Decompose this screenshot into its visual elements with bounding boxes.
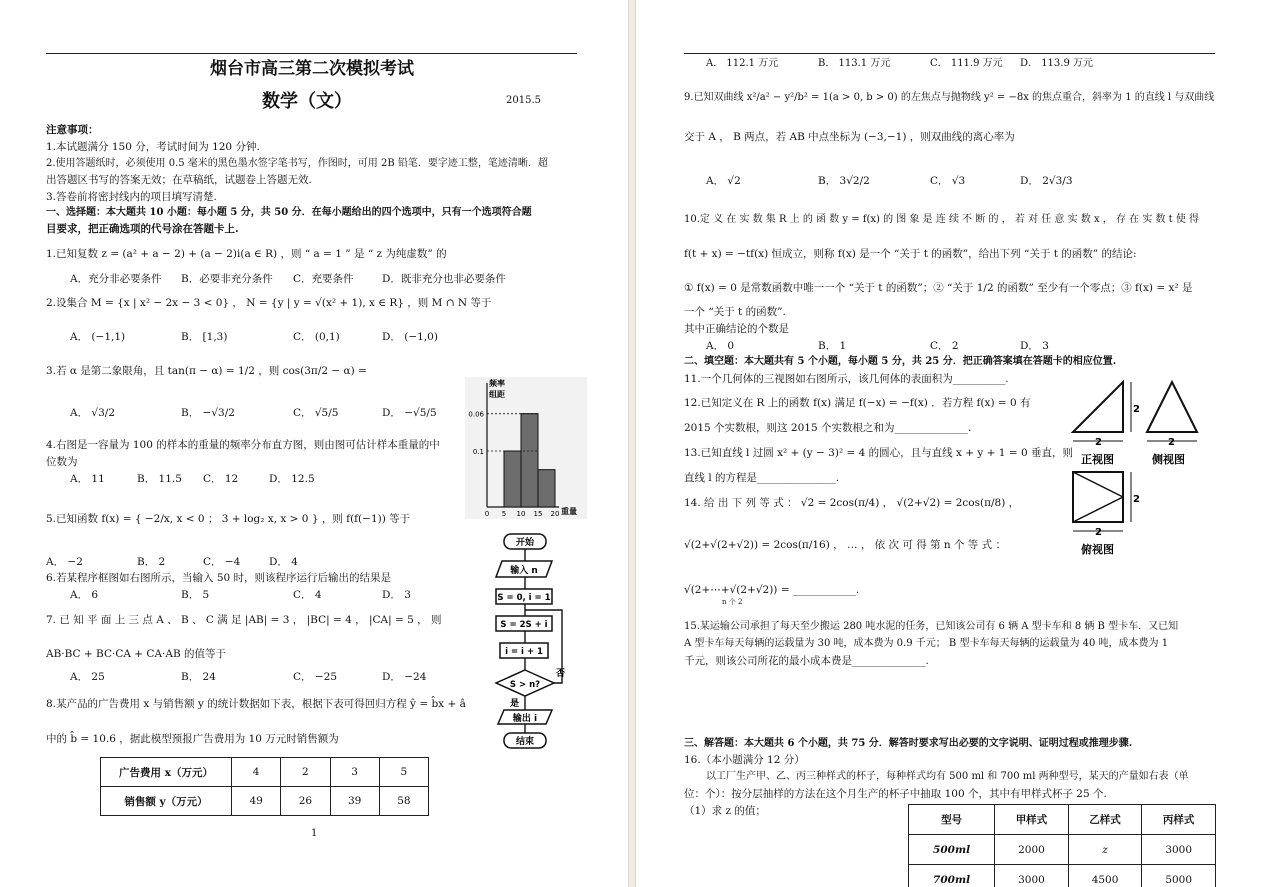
q10-opt-b: B． 1 — [818, 340, 847, 352]
flow-condition-label: S > n? — [509, 680, 541, 690]
top-height-label: 2 — [1133, 494, 1140, 505]
q7-opt-a: A． 25 — [70, 671, 105, 683]
table-cell: 2 — [281, 758, 330, 787]
histogram-bar — [538, 470, 555, 507]
q10-text-4: 一个 “关于 t 的函数”. — [684, 306, 786, 318]
x-label: 重量 — [561, 507, 577, 516]
top-width-label: 2 — [1095, 527, 1102, 538]
q9-opt-c: C． √3 — [930, 175, 966, 187]
notice-1: 1.本试题满分 150 分，考试时间为 120 分钟. — [46, 141, 260, 153]
table-cell: 4 — [232, 758, 281, 787]
q4-opt-a: A． 11 — [70, 473, 105, 485]
q5-opt-a: A． −2 — [46, 556, 83, 568]
front-view-label: 正视图 — [1081, 453, 1114, 466]
q6-text: 6.若某程序框图如右图所示，当输入 50 时，则该程序运行后输出的结果是 — [46, 572, 392, 584]
q2-opt-b: B． [1,3) — [181, 331, 228, 343]
x-tick-label: 15 — [533, 510, 543, 518]
q4-text: 4.右图是一容量为 100 的样本的重量的频率分布直方图，则由图可估计样本重量的中 — [46, 439, 440, 451]
flow-input-label: 输入 n — [510, 566, 538, 576]
q2-opt-a: A． (−1,1) — [70, 331, 126, 343]
q14-subscript: n 个 2 — [722, 598, 743, 606]
flow-step2-label: i = i + 1 — [505, 647, 543, 657]
x-tick-label: 0 — [484, 510, 490, 518]
top-rule — [46, 53, 577, 54]
exam-subtitle: 数学（文） — [262, 91, 352, 112]
q3-opt-a: A． √3/2 — [70, 407, 116, 419]
table-cell: 3 — [330, 758, 379, 787]
table-header: 甲样式 — [995, 805, 1069, 835]
x-tick-label: 5 — [501, 510, 507, 518]
program-flowchart — [490, 533, 570, 749]
q5-opt-b: B． 2 — [137, 556, 166, 568]
q1-opt-d: D．既非充分也非必要条件 — [382, 273, 506, 285]
top-view-shape — [1073, 472, 1123, 522]
q6-opt-a: A． 6 — [70, 589, 99, 601]
q7-text-2: AB·BC + BC·CA + CA·AB 的值等于 — [46, 648, 227, 660]
flow-start-label: 开始 — [515, 538, 535, 548]
q8-text: 8.某产品的广告费用 x 与销售额 y 的统计数据如下表，根据下表可得回归方程 ŷ = b̂x + â — [46, 698, 466, 710]
q9-text: 9.已知双曲线 x²/a² − y²/b² = 1(a > 0, b > 0) 的左焦点与抛物线 y² = −8x 的焦点重合，斜率为 1 的直线 l 与双曲线 — [684, 92, 1215, 103]
q11-text: 11.一个几何体的三视图如右图所示，该几何体的表面积为__________. — [684, 373, 1009, 385]
table-cell: 49 — [232, 787, 281, 816]
q2-opt-d: D． (−1,0) — [382, 331, 438, 343]
table-cell: 2000 — [995, 835, 1069, 865]
y-tick-label: 0.06 — [468, 410, 484, 419]
notice-3: 3.答卷前将密封线内的项目填写清楚. — [46, 191, 217, 203]
q14-text-2: √(2+√(2+√2)) = 2cos(π/16) ， … ， 依 次 可 得 第 n 个 等 式 ： — [684, 539, 1006, 551]
q7-text: 7. 已 知 平 面 上 三 点 A 、 B 、 C 满 足 |AB| = 3 ， |BC| = 4 ， |CA| = 5 ， 则 — [46, 614, 442, 626]
q13-text-2: 直线 l 的方程是_______________. — [684, 472, 840, 484]
x-tick-label: 20 — [550, 510, 560, 518]
q9-text-2: 交于 A ， B 两点，若 AB 中点坐标为 (−3,−1) ，则双曲线的离心率为 — [684, 131, 1015, 143]
x-tick-label: 10 — [516, 510, 526, 518]
table-cell: z — [1068, 835, 1142, 865]
q4-opt-b: B． 11.5 — [137, 473, 182, 485]
three-views-diagram — [1069, 378, 1219, 558]
q3-opt-c: C． √5/5 — [293, 407, 339, 419]
q7-opt-d: D． −24 — [382, 671, 427, 683]
q7-opt-c: C． −25 — [293, 671, 338, 683]
table-header: 丙样式 — [1142, 805, 1216, 835]
q6-opt-d: D． 3 — [382, 589, 411, 601]
notice-2: 2.使用答题纸时，必须使用 0.5 毫米的黑色墨水签字笔书写，作图时，可用 2B 铅笔．要字迹工整，笔迹清晰．超 — [46, 158, 548, 169]
q4-opt-c: C． 12 — [203, 473, 239, 485]
notice-heading: 注意事项： — [46, 124, 99, 136]
q1-text: 1.已知复数 z = (a² + a − 2) + (a − 2)i(a ∈ R) ，则 “ a = 1 ” 是 “ z 为纯虚数” 的 — [46, 248, 447, 260]
table-cell: 4500 — [1068, 865, 1142, 887]
q8-data-table — [100, 757, 429, 816]
q14-text: 14. 给 出 下 列 等 式 ： √2 = 2cos(π/4) ， √(2+√2) = 2cos(π/8) ， — [684, 497, 1020, 509]
page-number: 1 — [311, 828, 318, 839]
table-cell: 26 — [281, 787, 330, 816]
histogram-chart — [465, 377, 587, 519]
q10-text-2: f(t + x) = −tf(x) 恒成立，则称 f(x) 是一个 “关于 t 的函数”，给出下列 “关于 t 的函数” 的结论: — [684, 248, 1137, 260]
q5-opt-c: C． −4 — [203, 556, 241, 568]
histogram-bar — [504, 451, 521, 507]
q16-heading: 16.（本小题满分 12 分） — [684, 754, 805, 766]
notice-2b: 出答题区书写的答案无效；在草稿纸，试题卷上答题无效. — [46, 174, 312, 186]
flow-step1-label: S = 2S + i — [500, 620, 548, 630]
page-gutter — [628, 0, 636, 887]
table-cell: 39 — [330, 787, 379, 816]
q8-opt-b: B． 113.1 万元 — [818, 58, 891, 69]
q2-opt-c: C． (0,1) — [293, 331, 340, 343]
q10-text: 10.定 义 在 实 数 集 R 上 的 函 数 y = f(x) 的 图 象 是 连 续 不 断 的 ， 若 对 任 意 实 数 x ， 存 在 实 数 t 使 得 — [684, 214, 1200, 225]
q16-text-3: （1）求 z 的值； — [684, 805, 766, 817]
table-cell: 3000 — [1142, 835, 1216, 865]
y-tick-label: 0.1 — [472, 448, 484, 456]
q15-text: 15.某运输公司承担了每天至少搬运 280 吨水泥的任务，已知该公司有 6 辆 A 型卡车和 8 辆 B 型卡车．又已知 — [684, 621, 1179, 632]
q10-text-5: 其中正确结论的个数是 — [684, 323, 789, 335]
q1-opt-b: B．必要非充分条件 — [181, 273, 273, 285]
q5-opt-d: D． 4 — [269, 556, 298, 568]
q12-text: 12.已知定义在 R 上的函数 f(x) 满足 f(−x) = −f(x) ．若方程 f(x) = 0 有 — [684, 397, 1031, 409]
front-width-label: 2 — [1095, 437, 1102, 448]
q5-text: 5.已知函数 f(x) = { −2/x, x < 0 ； 3 + log₂ x, x > 0 } ，则 f(f(−1)) 等于 — [46, 513, 411, 525]
q15-text-3: 千元，则该公司所花的最小成本费是______________. — [684, 655, 929, 667]
q6-opt-b: B． 5 — [181, 589, 210, 601]
flow-yes-label: 是 — [510, 699, 520, 709]
q10-opt-c: C． 2 — [930, 340, 959, 352]
table-cell: 500ml — [909, 835, 995, 865]
q9-opt-b: B． 3√2/2 — [818, 175, 870, 187]
table-cell: 5 — [379, 758, 428, 787]
q3-opt-b: B． −√3/2 — [181, 407, 235, 419]
exam-date: 2015.5 — [506, 95, 541, 106]
q15-text-2: A 型卡车每天每辆的运载量为 30 吨，成本费为 0.9 千元； B 型卡车每天每辆的运载量为 40 吨，成本费为 1 — [684, 638, 1169, 649]
side-view-shape — [1147, 382, 1197, 432]
side-view-label: 侧视图 — [1152, 453, 1185, 466]
q16-text: 以工厂生产甲、乙、丙三种样式的杯子，每种样式均有 500 ml 和 700 ml 两种型号，某天的产量如右表（单 — [706, 771, 1189, 782]
top-view-label: 俯视图 — [1081, 543, 1114, 556]
table-row-label: 销售额 y（万元） — [101, 787, 232, 816]
side-width-label: 2 — [1168, 437, 1175, 448]
q4-opt-d: D． 12.5 — [269, 473, 315, 485]
q7-opt-b: B． 24 — [181, 671, 216, 683]
table-cell: 5000 — [1142, 865, 1216, 887]
y-label-bottom: 组距 — [489, 390, 505, 399]
q9-opt-d: D． 2√3/3 — [1020, 175, 1073, 187]
table-header: 乙样式 — [1068, 805, 1142, 835]
table-cell: 3000 — [995, 865, 1069, 887]
q10-text-3: ① f(x) = 0 是常数函数中唯一一个 “关于 t 的函数”；② “关于 1/2 的函数” 至少有一个零点；③ f(x) = x² 是 — [684, 282, 1193, 294]
q3-opt-d: D． −√5/5 — [382, 407, 437, 419]
q12-text-2: 2015 个实数根，则这 2015 个实数根之和为______________. — [684, 422, 972, 434]
table-cell: 58 — [379, 787, 428, 816]
section1-line1: 一、选择题：本大题共 10 小题：每小题 5 分，共 50 分．在每小题给出的四个选项中，只有一个选项符合题 — [46, 207, 532, 218]
q1-opt-c: C．充要条件 — [293, 273, 354, 285]
q8-text-2: 中的 b̂ = 10.6 ，据此模型预报广告费用为 10 万元时销售额为 — [46, 733, 339, 745]
q16-text-2: 位：个）：按分层抽样的方法在这个月生产的杯子中抽取 100 个，其中有甲样式杯子 25 个. — [684, 788, 1107, 800]
q10-opt-d: D． 3 — [1020, 340, 1049, 352]
table-row-label: 广告费用 x（万元） — [101, 758, 232, 787]
section3-heading: 三、解答题：本大题共 6 个小题，共 75 分．解答时要求写出必要的文字说明、证明过程或推理步骤. — [684, 738, 1133, 749]
q8-opt-a: A． 112.1 万元 — [706, 58, 779, 69]
section1-line2: 目要求，把正确选项的代号涂在答题卡上. — [46, 223, 239, 235]
flow-no-label: 否 — [556, 669, 566, 679]
front-view-shape — [1073, 382, 1123, 432]
top-rule — [684, 53, 1215, 54]
exam-title: 烟台市高三第二次模拟考试 — [210, 59, 414, 79]
q13-text: 13.已知直线 l 过圆 x² + (y − 3)² = 4 的圆心，且与直线 x + y + 1 = 0 垂直，则 — [684, 447, 1073, 459]
q8-opt-d: D． 113.9 万元 — [1020, 58, 1094, 69]
flow-init-label: S = 0, i = 1 — [497, 593, 551, 603]
q10-opt-a: A． 0 — [706, 340, 735, 352]
table-header: 型号 — [909, 805, 995, 835]
left-page — [0, 0, 628, 887]
q6-opt-c: C． 4 — [293, 589, 322, 601]
q9-opt-a: A． √2 — [706, 175, 741, 187]
q3-text: 3.若 α 是第二象限角，且 tan(π − α) = 1/2 ，则 cos(3π/2 − α) = — [46, 365, 367, 377]
q14-text-3: √(2+⋯+√(2+√2)) = ____________. — [684, 584, 860, 596]
section2-heading: 二、填空题：本大题共有 5 个小题，每小题 5 分，共 25 分．把正确答案填在答题卡的相应位置. — [684, 356, 1117, 367]
right-page — [636, 0, 1266, 887]
histogram-bar — [521, 414, 538, 507]
q1-opt-a: A．充分非必要条件 — [70, 273, 162, 285]
q8-opt-c: C． 111.9 万元 — [930, 58, 1003, 69]
table-cell: 700ml — [909, 865, 995, 887]
q2-text: 2.设集合 M = {x | x² − 2x − 3 < 0} ， N = {y | y = √(x² + 1), x ∈ R} ，则 M ∩ N 等于 — [46, 297, 492, 309]
flow-output-label: 输出 i — [512, 714, 538, 724]
cup-production-table — [908, 804, 1216, 887]
y-label-top: 频率 — [489, 379, 505, 388]
flow-end-label: 结束 — [515, 737, 535, 747]
q4-text-2: 位数为 — [46, 456, 78, 468]
front-height-label: 2 — [1133, 404, 1140, 415]
